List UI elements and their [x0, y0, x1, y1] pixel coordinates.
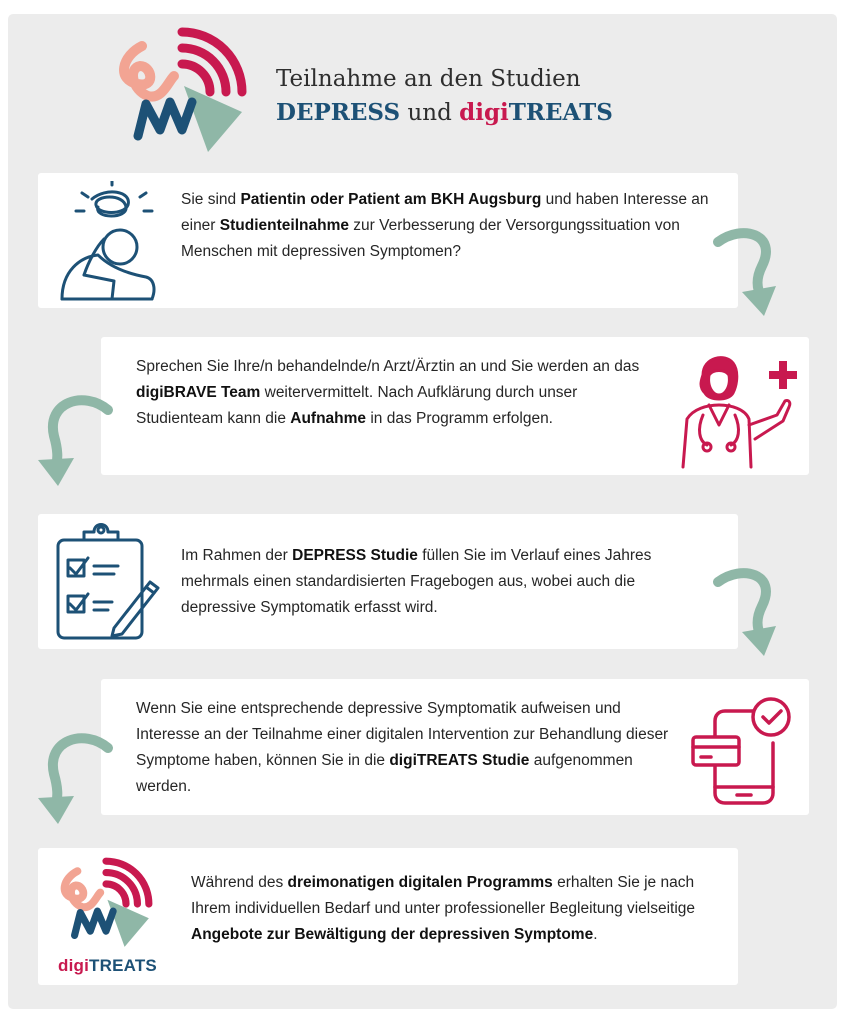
- curved-arrow-down-left: [28, 392, 114, 488]
- title-depress: DEPRESS: [276, 99, 401, 126]
- bold-text-run: digiBRAVE Team: [136, 384, 261, 401]
- smartphone-check-icon: [689, 689, 799, 807]
- clipboard-checklist-icon: [54, 520, 160, 642]
- text-run: weitervermittelt. Nach Aufklärung durch unser Studienteam kann die: [136, 384, 578, 427]
- stressed-person-icon: [54, 181, 162, 303]
- text-run: Wenn Sie eine entsprechende depressive Symptomatik aufweisen und Interesse an der Teilnahme einer digitalen Intervention zur Behandlung dieser Symptome haben, können Sie in die: [136, 700, 669, 769]
- curved-arrow-down-right: [712, 226, 784, 318]
- bold-text-run: digiTREATS Studie: [389, 752, 530, 769]
- wordmark-digi: digi: [58, 956, 90, 975]
- bold-text-run: Angebote zur Bewältigung der depressiven Symptome: [191, 926, 594, 943]
- bold-text-run: Patientin oder Patient am BKH Augsburg: [240, 191, 542, 208]
- page-title: [276, 62, 613, 130]
- text-run: und haben Interesse an einer: [181, 191, 709, 234]
- text-run: erhalten Sie je nach Ihrem individuellen Bedarf und unter professioneller Begleitung vielseitige: [191, 874, 696, 917]
- curved-arrow-down-right: [712, 566, 784, 658]
- bold-text-run: Studienteilnahme: [219, 217, 349, 234]
- text-run: in das Programm erfolgen.: [366, 410, 553, 427]
- step-text-2: [136, 354, 661, 432]
- text-run: Sie sind: [181, 191, 241, 208]
- text-run: füllen Sie im Verlauf eines Jahres mehrmals einen standardisierten Fragebogen aus, wobei auch die depressive Symptomatik erfasst wird.: [181, 547, 652, 616]
- title-digi: digi: [459, 99, 509, 126]
- step-text-5: [191, 870, 726, 948]
- text-run: zur Verbesserung der Versorgungssituation von Menschen mit depressiven Symptomen?: [181, 217, 680, 260]
- bold-text-run: dreimonatigen digitalen Programms: [287, 874, 553, 891]
- step-text-1: [181, 187, 721, 265]
- text-run: Im Rahmen der: [181, 547, 293, 564]
- bold-text-run: DEPRESS Studie: [292, 547, 418, 564]
- digitreats-logo-icon: [112, 26, 252, 158]
- title-line-1: Teilnahme an den Studien: [276, 66, 581, 92]
- curved-arrow-down-left: [28, 730, 114, 826]
- step-text-3: [181, 543, 701, 621]
- text-run: Sprechen Sie Ihre/n behandelnde/n Arzt/Ärztin an und Sie werden an das: [136, 358, 640, 375]
- bold-text-run: Aufnahme: [290, 410, 367, 427]
- doctor-icon: [673, 345, 805, 469]
- digitreats-wordmark: [58, 956, 157, 976]
- step-card-4: [101, 679, 809, 815]
- step-card-3: [38, 514, 738, 649]
- text-run: aufgenommen werden.: [136, 752, 633, 795]
- title-treats: TREATS: [508, 99, 613, 126]
- digitreats-logo-icon: [56, 854, 156, 954]
- wordmark-treats: TREATS: [89, 956, 157, 975]
- step-card-5: [38, 848, 738, 985]
- title-line-2: [276, 96, 613, 130]
- text-run: Während des: [191, 874, 288, 891]
- title-und: und: [400, 100, 460, 126]
- step-text-4: [136, 696, 681, 800]
- text-run: .: [593, 926, 598, 943]
- step-card-2: [101, 337, 809, 475]
- step-card-1: [38, 173, 738, 308]
